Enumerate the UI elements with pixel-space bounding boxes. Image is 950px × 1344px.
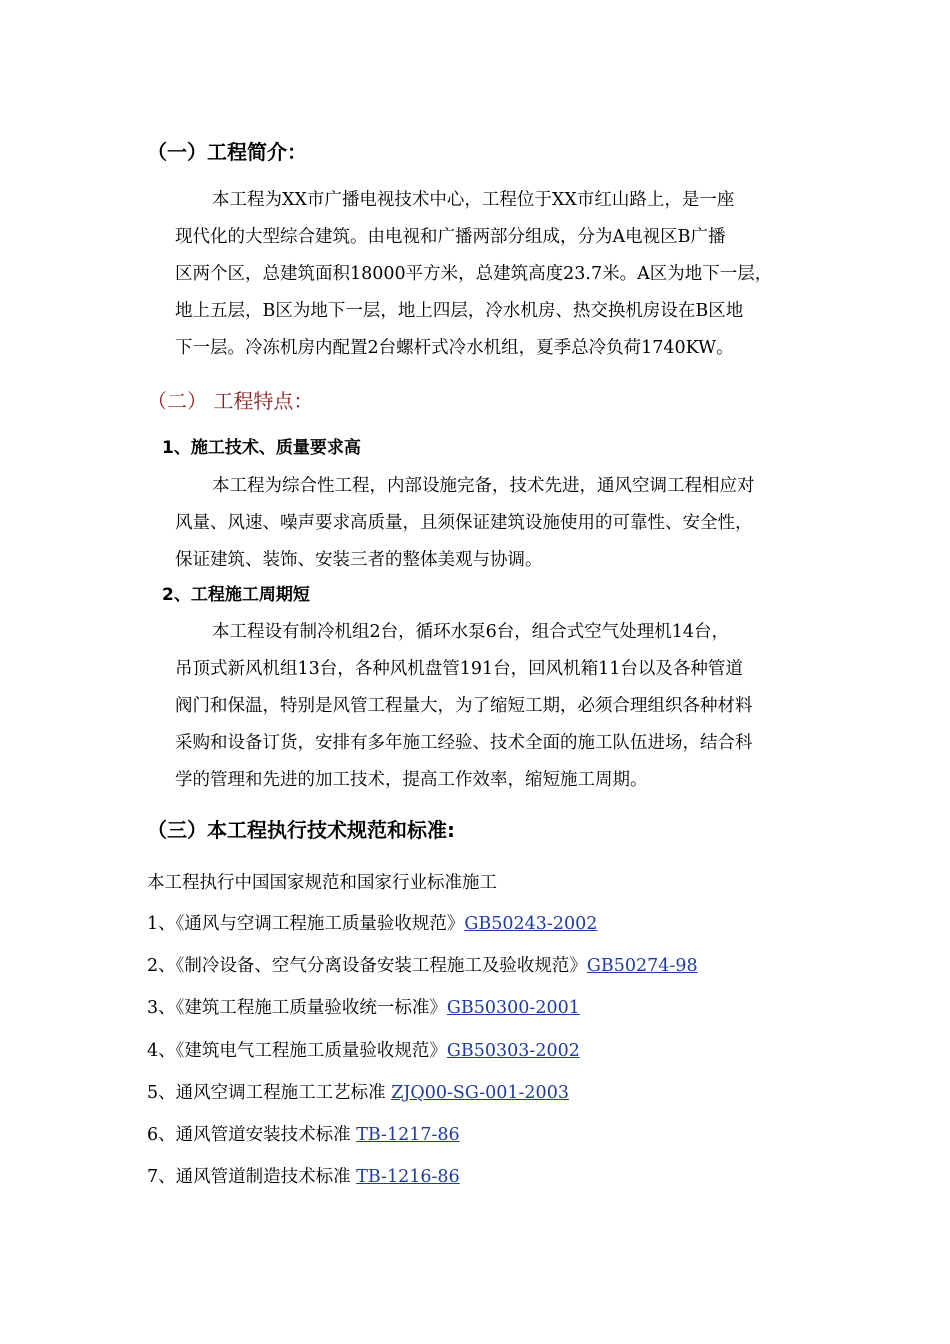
paragraph-line: 地上五层，B区为地下一层，地上四层，冷水机房、热交换机房设在B区地 [175, 301, 744, 321]
standard-title: 3、《建筑工程施工质量验收统一标准》 [147, 998, 447, 1018]
paragraph-line: 现代化的大型综合建筑。由电视和广播两部分组成，分为A电视区B广播 [175, 227, 726, 247]
standard-item [147, 1081, 569, 1105]
paragraph-line: 吊顶式新风机组13台，各种风机盘管191台，回风机箱11台以及各种管道 [175, 659, 743, 679]
standard-title: 5、通风空调工程施工工艺标准 [147, 1083, 392, 1103]
standard-item [147, 954, 698, 978]
paragraph-line: 本工程为综合性工程，内部设施完备，技术先进，通风空调工程相应对 [212, 476, 755, 496]
standard-item [147, 996, 580, 1020]
paragraph-line: 阀门和保温，特别是风管工程量大，为了缩短工期，必须合理组织各种材料 [175, 696, 753, 716]
paragraph-line: 采购和设备订货，安排有多年施工经验、技术全面的施工队伍进场，结合科 [175, 733, 753, 753]
paragraph-line: 本工程设有制冷机组2台，循环水泵6台，组合式空气处理机14台， [212, 622, 730, 642]
standard-title: 1、《通风与空调工程施工质量验收规范》 [147, 914, 465, 934]
standard-item [147, 1039, 580, 1063]
paragraph-line: 保证建筑、装饰、安装三者的整体美观与协调。 [175, 550, 543, 570]
standard-code-link[interactable]: TB-1217-86 [356, 1125, 460, 1145]
subheading-schedule: 2、工程施工周期短 [162, 585, 310, 605]
standard-title: 7、通风管道制造技术标准 [147, 1167, 357, 1187]
standard-title: 6、通风管道安装技术标准 [147, 1125, 357, 1145]
standard-code-link[interactable]: TB-1216-86 [356, 1167, 460, 1187]
standard-item [147, 1165, 460, 1189]
section-heading-intro: （一）工程简介： [147, 140, 307, 164]
standard-item [147, 912, 597, 936]
standard-item [147, 1123, 460, 1147]
paragraph-line: 风量、风速、噪声要求高质量，且须保证建筑设施使用的可靠性、安全性， [175, 513, 753, 533]
standards-intro: 本工程执行中国国家规范和国家行业标准施工 [147, 873, 497, 893]
standard-code-link[interactable]: GB50300-2001 [446, 998, 580, 1018]
paragraph-line: 下一层。冷冻机房内配置2台螺杆式冷水机组，夏季总冷负荷1740KW。 [175, 338, 734, 358]
standard-code-link[interactable]: GB50303-2002 [446, 1041, 580, 1061]
subheading-quality: 1、施工技术、质量要求高 [162, 438, 361, 458]
standard-title: 2、《制冷设备、空气分离设备安装工程施工及验收规范》 [147, 956, 587, 976]
standard-code-link[interactable]: GB50243-2002 [464, 914, 598, 934]
paragraph-line: 区两个区，总建筑面积18000平方米，总建筑高度23.7米。A区为地下一层， [175, 264, 773, 284]
paragraph-line: 本工程为XX市广播电视技术中心，工程位于XX市红山路上，是一座 [212, 190, 735, 210]
standard-code-link[interactable]: GB50274-98 [586, 956, 698, 976]
section-heading-standards: （三）本工程执行技术规范和标准: [147, 818, 455, 842]
section-heading-features: （二） 工程特点： [147, 389, 314, 413]
paragraph-line: 学的管理和先进的加工技术，提高工作效率，缩短施工周期。 [175, 770, 648, 790]
standard-title: 4、《建筑电气工程施工质量验收规范》 [147, 1041, 447, 1061]
standard-code-link[interactable]: ZJQ00-SG-001-2003 [391, 1083, 569, 1103]
